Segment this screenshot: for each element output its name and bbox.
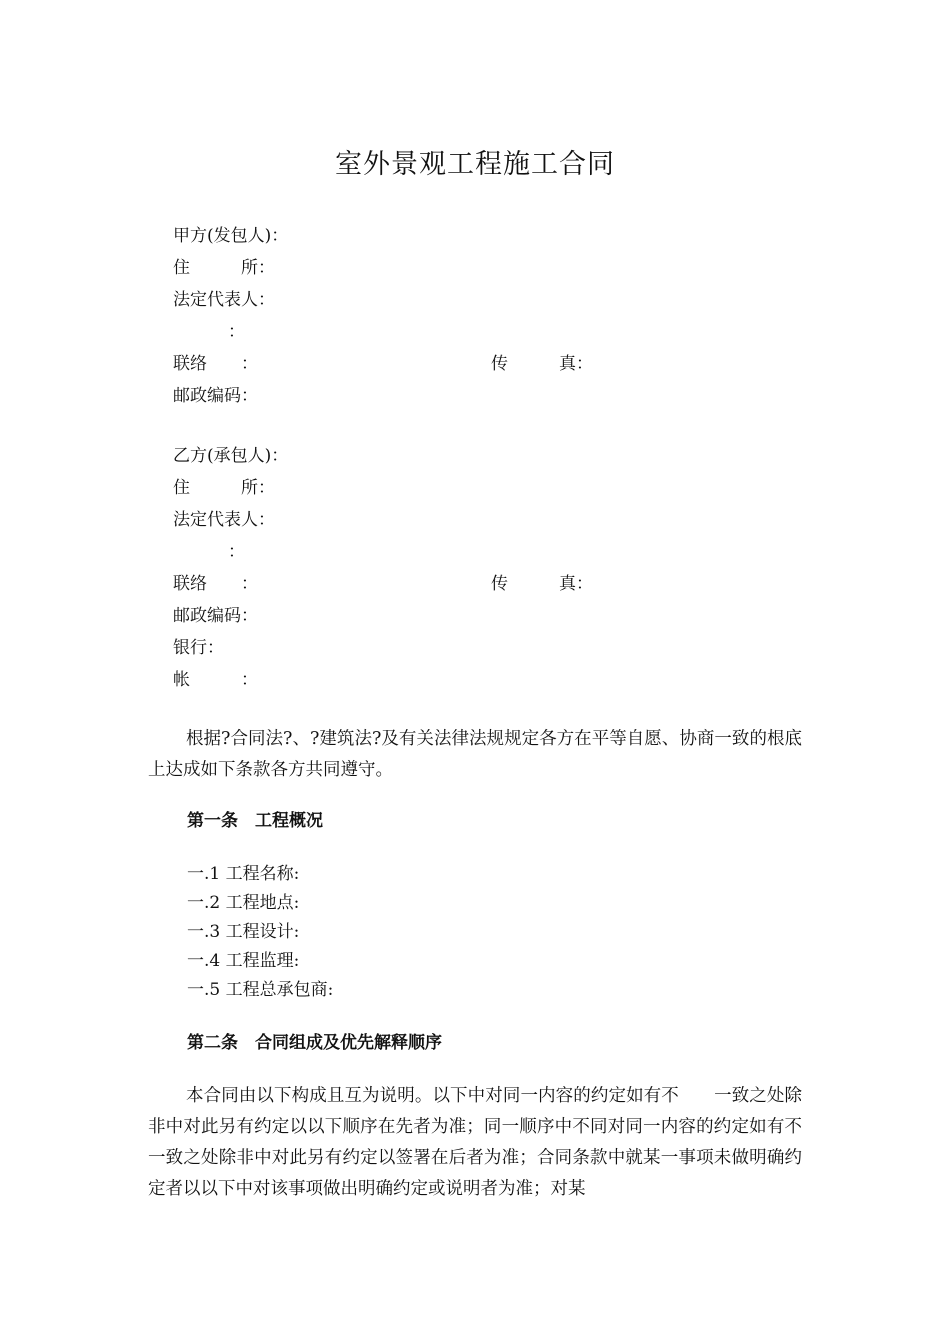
article-1-item: 一.1 工程名称: — [187, 864, 300, 884]
party-b-legal-rep: 法定代表人： — [173, 510, 275, 530]
intro-paragraph: 根据?合同法?、?建筑法?及有关法律法规规定各方在平等自愿、协商一致的根底上达成如下条款各方共同遵守。 — [148, 729, 802, 780]
party-b-bank: 银行： — [173, 638, 224, 658]
party-a-legal-rep: 法定代表人： — [173, 290, 275, 310]
party-a-postcode: 邮政编码： — [173, 386, 258, 406]
party-b-address: 住 所： — [173, 478, 275, 498]
party-a-address: 住 所： — [173, 258, 275, 278]
party-a-contact: 联络 ： — [173, 354, 258, 374]
party-b-postcode: 邮政编码： — [173, 606, 258, 626]
article-1-item: 一.2 工程地点: — [187, 893, 300, 913]
document-title: 室外景观工程施工合同 — [335, 149, 615, 180]
article-1-heading: 第一条 工程概况 — [187, 811, 323, 831]
party-b-fax: 传 真： — [491, 574, 593, 594]
party-b-heading: 乙方(承包人)： — [173, 446, 289, 466]
party-a-fax: 传 真： — [491, 354, 593, 374]
party-b-account: 帐 ： — [173, 670, 258, 690]
article-1-item: 一.3 工程设计: — [187, 922, 300, 942]
article-1-item: 一.4 工程监理: — [187, 951, 300, 971]
party-a-colon-line: ： — [228, 322, 245, 342]
party-b-contact: 联络 ： — [173, 574, 258, 594]
article-1-item: 一.5 工程总承包商: — [187, 980, 334, 1000]
party-b-colon-line: ： — [228, 542, 245, 562]
party-a-heading: 甲方(发包人)： — [173, 226, 289, 246]
article-2-heading: 第二条 合同组成及优先解释顺序 — [187, 1033, 442, 1053]
article-2-paragraph: 本合同由以下构成且互为说明。以下中对同一内容的约定如有不 一致之处除非中对此另有约定以以下顺序在先者为准；同一顺序中不同对同一内容的约定如有不一致之处除非中对此另有约定以签署在后者为准；合同条款中就某一事项未做明确约定者以以下中对该事项做出明确约定或说明者为准；对某 — [148, 1086, 802, 1199]
